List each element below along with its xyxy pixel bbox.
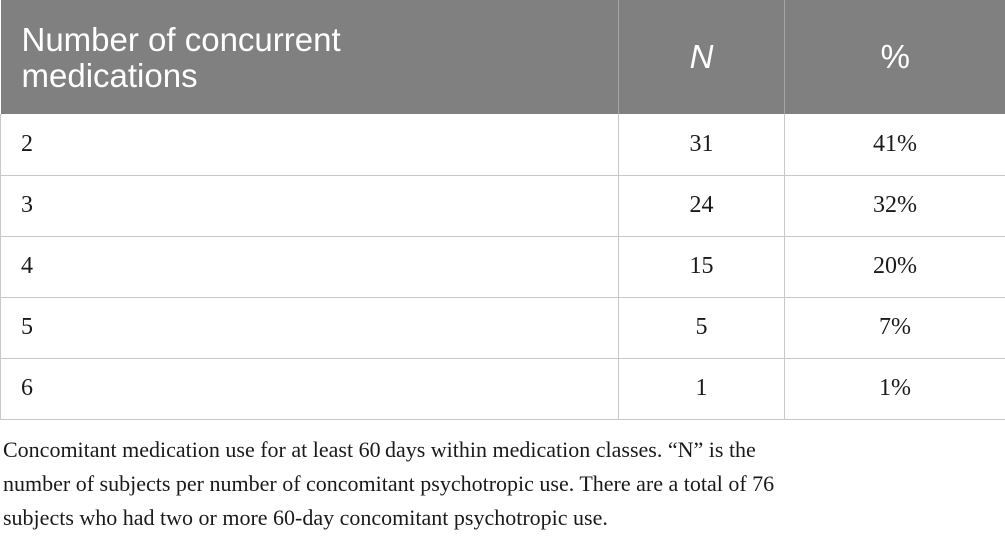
caption-line: subjects who had two or more 60-day concomitant psychotropic use.	[3, 505, 608, 530]
header-n	[619, 0, 785, 114]
table-row	[1, 175, 1005, 236]
cell-percent: 20%	[785, 236, 1005, 297]
caption-line: Concomitant medication use for at least 60 days within medication classes. “N” is the	[3, 437, 756, 462]
cell-medication-count: 2	[1, 114, 619, 175]
header-concurrent-medications-label: Number of concurrent medications	[21, 21, 341, 94]
cell-medication-count: 4	[1, 236, 619, 297]
cell-percent: 32%	[785, 175, 1005, 236]
table-header-row	[1, 0, 1005, 114]
cell-medication-count: 3	[1, 175, 619, 236]
table-row	[1, 114, 1005, 175]
cell-percent: 7%	[785, 297, 1005, 358]
table-caption	[3, 433, 993, 535]
header-n-label: N	[689, 38, 714, 75]
header-percent-label: %	[880, 38, 910, 75]
header-percent	[785, 0, 1005, 114]
header-concurrent-medications	[1, 0, 619, 114]
cell-n: 15	[619, 236, 785, 297]
cell-percent: 1%	[785, 358, 1005, 419]
caption-line: number of subjects per number of concomitant psychotropic use. There are a total of 76	[3, 471, 775, 496]
cell-medication-count: 5	[1, 297, 619, 358]
cell-n: 1	[619, 358, 785, 419]
cell-percent: 41%	[785, 114, 1005, 175]
cell-n: 31	[619, 114, 785, 175]
cell-n: 5	[619, 297, 785, 358]
table-row	[1, 297, 1005, 358]
cell-n: 24	[619, 175, 785, 236]
cell-medication-count: 6	[1, 358, 619, 419]
table-row	[1, 358, 1005, 419]
table-row	[1, 236, 1005, 297]
